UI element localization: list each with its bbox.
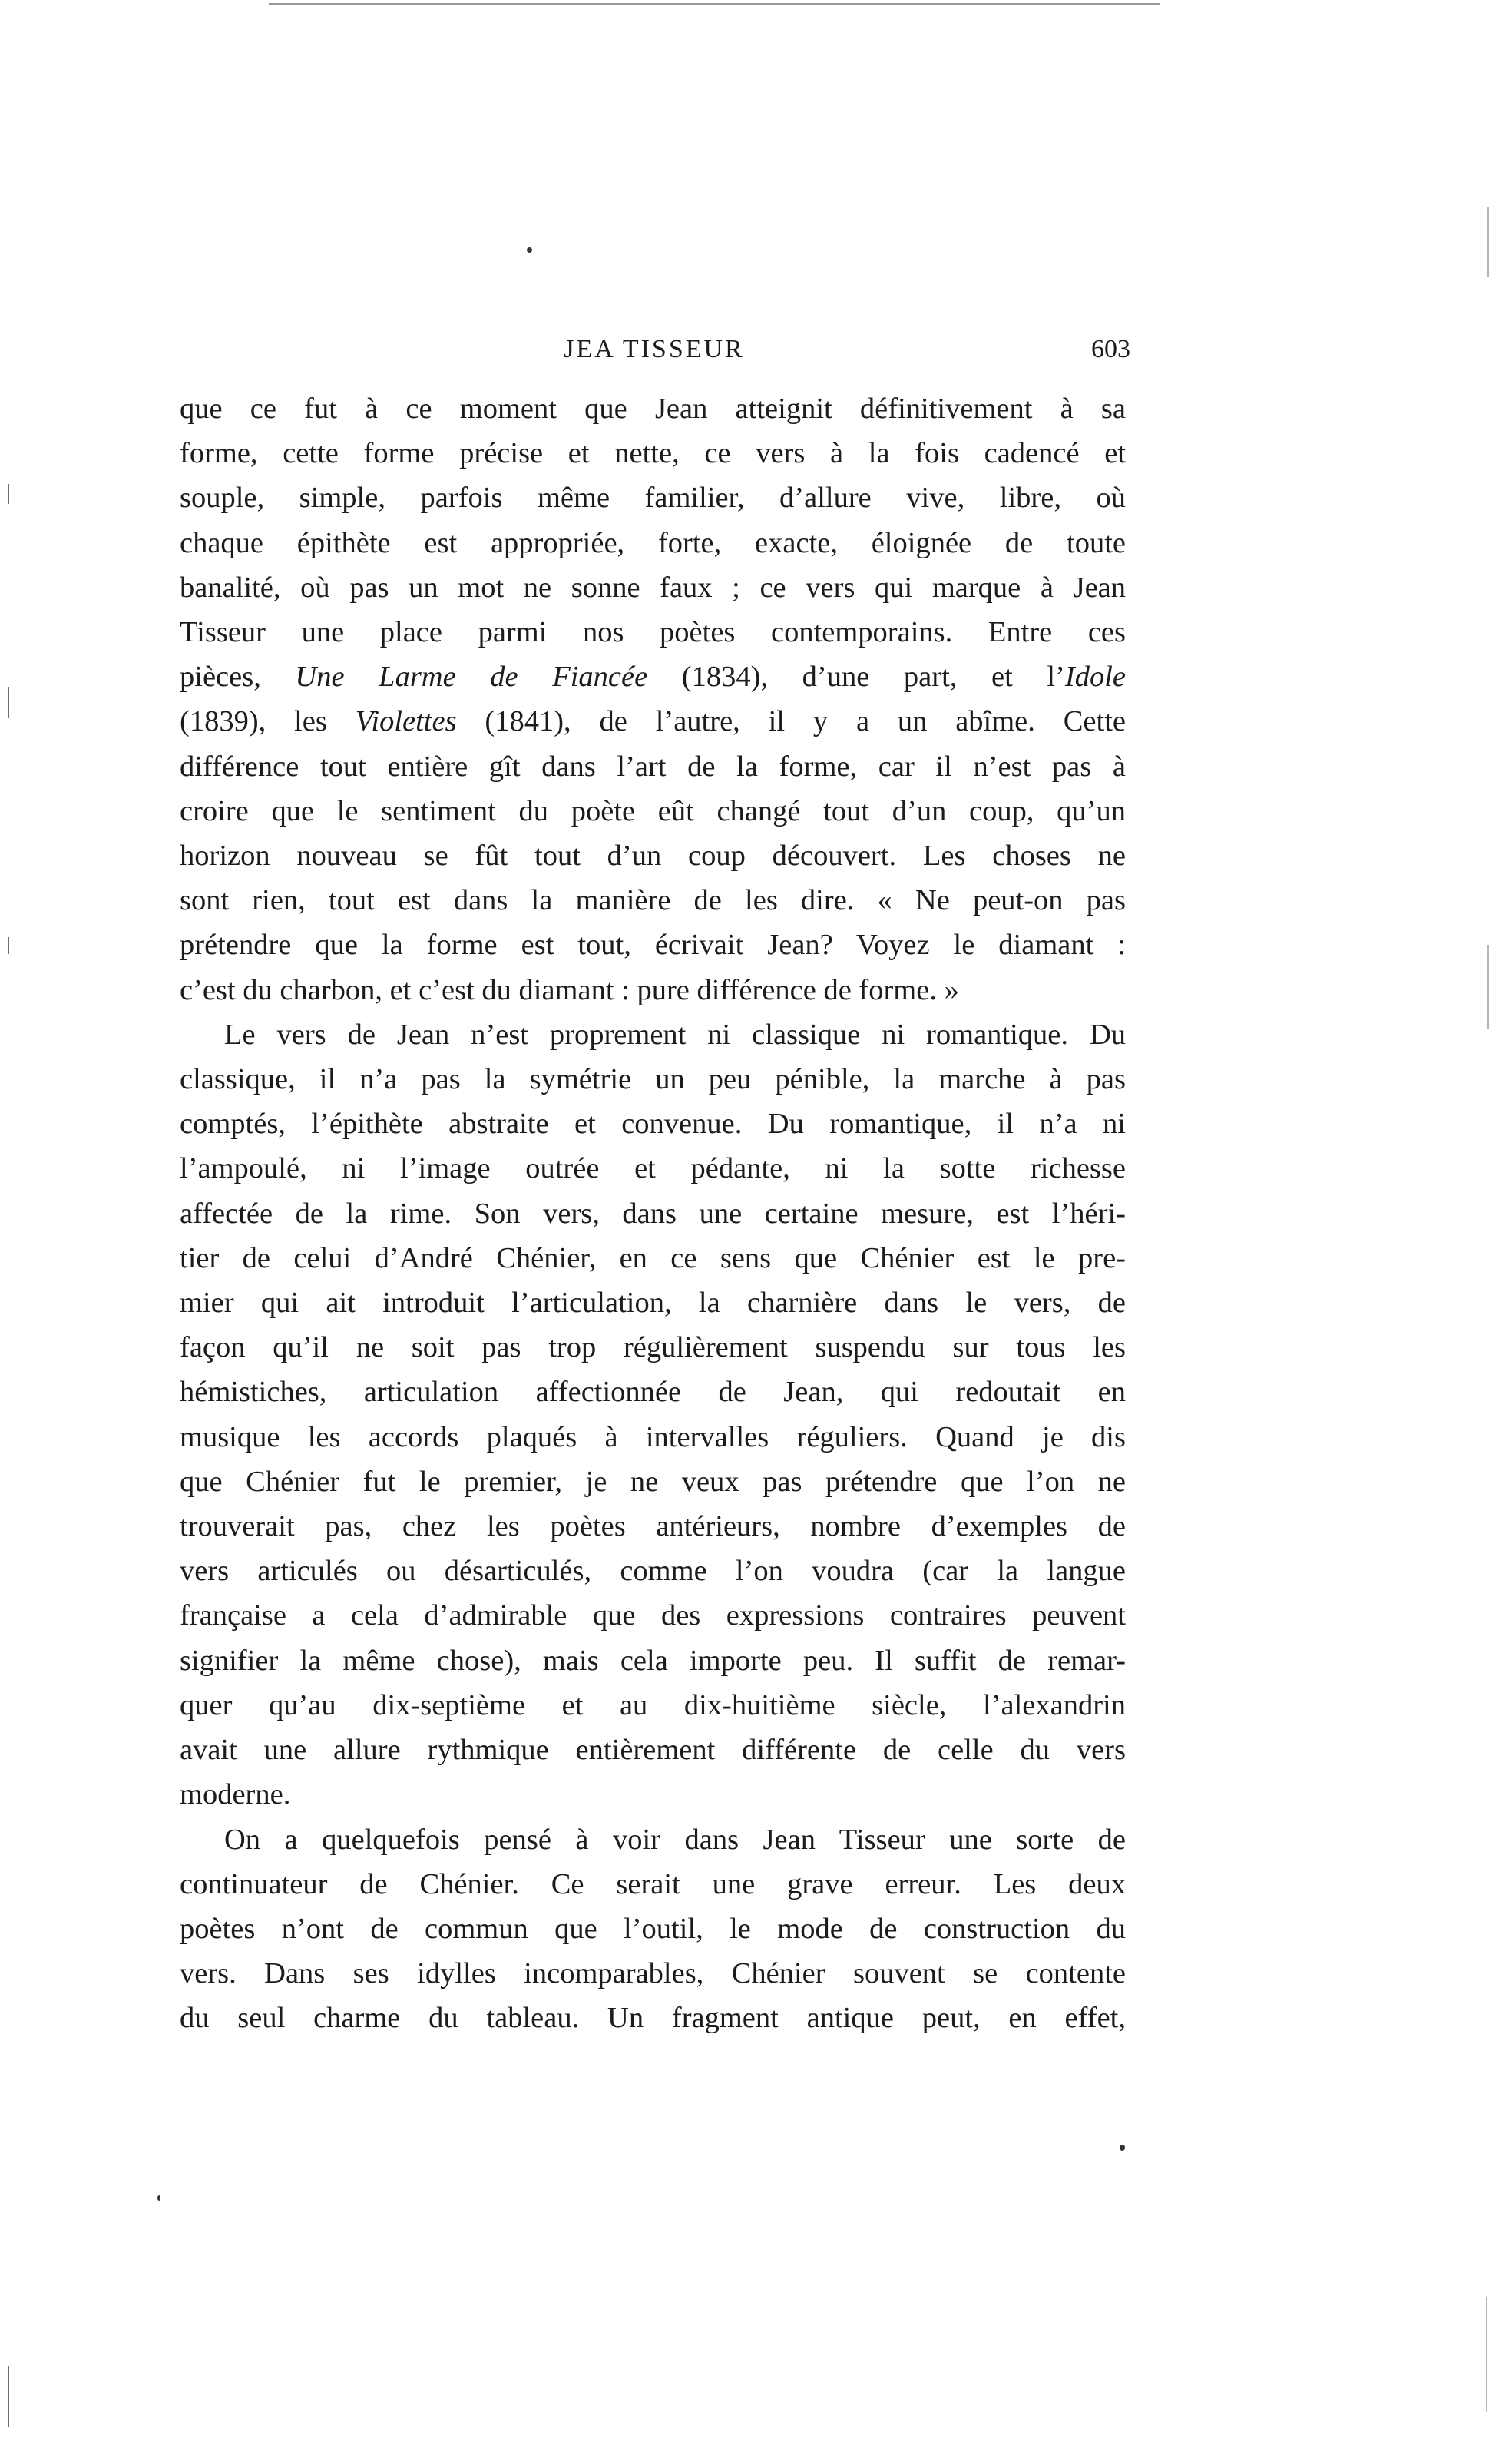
text-line: chaque épithète est appropriée, forte, exacte, éloignée de toute [180,526,1126,559]
text-line: comptés, l’épithète abstraite et convenue. Du romantique, il n’a ni [180,1108,1126,1141]
text-line: trouverait pas, chez les poètes antérieurs, nombre d’exemples de [180,1510,1126,1543]
right-edge-mark [1487,207,1489,277]
text-line: moderne. [180,1778,291,1811]
text-line: avait une allure rythmique entièrement différente de celle du vers [180,1734,1126,1767]
text-line: tier de celui d’André Chénier, en ce sens que Chénier est le pre- [180,1241,1126,1274]
left-edge-mark [8,484,9,504]
text-line: française a cela d’admirable que des expressions contraires peuvent [180,1599,1126,1632]
left-edge-mark [8,937,9,954]
text-line: musique les accords plaqués à intervalles réguliers. Quand je dis [180,1420,1126,1453]
left-edge-mark [8,687,9,718]
text-line: vers articulés ou désarticulés, comme l’on voudra (car la langue [180,1555,1126,1588]
running-head [178,335,1130,373]
text-line: continuateur de Chénier. Ce serait une grave erreur. Les deux [180,1867,1126,1900]
text-line: du seul charme du tableau. Un fragment antique peut, en effet, [180,2002,1126,2035]
left-edge-mark [8,2366,9,2427]
text-line: (1839), les Violettes (1841), de l’autre, il y a un abîme. Cette [180,705,1126,738]
italic-title: Violettes [355,705,457,738]
text-line: c’est du charbon, et c’est du diamant : pure différence de forme. » [180,973,959,1006]
text-line: croire que le sentiment du poète eût changé tout d’un coup, qu’un [180,794,1126,827]
text-line: affectée de la rime. Son vers, dans une certaine mesure, est l’héri- [180,1197,1126,1230]
text-line: façon qu’il ne soit pas trop régulièrement suspendu sur tous les [180,1331,1126,1364]
text-line: différence tout entière gît dans l’art de la forme, car il n’est pas à [180,750,1126,783]
text-line: souple, simple, parfois même familier, d’allure vive, libre, où [180,482,1126,515]
page-number: 603 [1091,335,1130,363]
right-edge-mark [1486,2297,1487,2412]
ink-speck [1120,2145,1125,2151]
right-edge-mark [1487,945,1489,1029]
body-text [180,386,1126,2041]
text-line: que Chénier fut le premier, je ne veux pas prétendre que l’on ne [180,1465,1126,1498]
text-line: classique, il n’a pas la symétrie un peu pénible, la marche à pas [180,1063,1126,1096]
text-line: Le vers de Jean n’est proprement ni classique ni romantique. Du [224,1018,1126,1051]
text-line: banalité, où pas un mot ne sonne faux ; ce vers qui marque à Jean [180,571,1126,604]
italic-title: Une Larme de Fiancée [295,661,648,694]
text-line: On a quelquefois pensé à voir dans Jean Tisseur une sorte de [224,1823,1126,1856]
ink-speck [157,2195,160,2201]
text-line: pièces, Une Larme de Fiancée (1834), d’une part, et l’Idole [180,661,1126,694]
text-line: hémistiches, articulation affectionnée de Jean, qui redoutait en [180,1376,1126,1409]
text-line: que ce fut à ce moment que Jean atteignit définitivement à sa [180,393,1126,425]
italic-title: Idole [1064,661,1126,694]
text-line: prétendre que la forme est tout, écrivait Jean? Voyez le diamant : [180,929,1126,962]
text-line: l’ampoulé, ni l’image outrée et pédante, ni la sotte richesse [180,1152,1126,1185]
text-line: poètes n’ont de commun que l’outil, le mode de construction du [180,1912,1126,1945]
text-line: vers. Dans ses idylles incomparables, Chénier souvent se contente [180,1957,1126,1990]
text-line: sont rien, tout est dans la manière de les dire. « Ne peut-on pas [180,884,1126,917]
top-edge-rule [269,3,1160,5]
running-title: JEA TISSEUR [564,335,745,363]
text-line: mier qui ait introduit l’articulation, la charnière dans le vers, de [180,1287,1126,1320]
text-line: signifier la même chose), mais cela importe peu. Il suffit de remar- [180,1644,1126,1677]
ink-speck [527,247,532,253]
text-line: forme, cette forme précise et nette, ce vers à la fois cadencé et [180,437,1126,470]
text-line: Tisseur une place parmi nos poètes contemporains. Entre ces [180,616,1126,649]
text-line: horizon nouveau se fût tout d’un coup découvert. Les choses ne [180,840,1126,873]
text-line: quer qu’au dix-septième et au dix-huitième siècle, l’alexandrin [180,1688,1126,1721]
